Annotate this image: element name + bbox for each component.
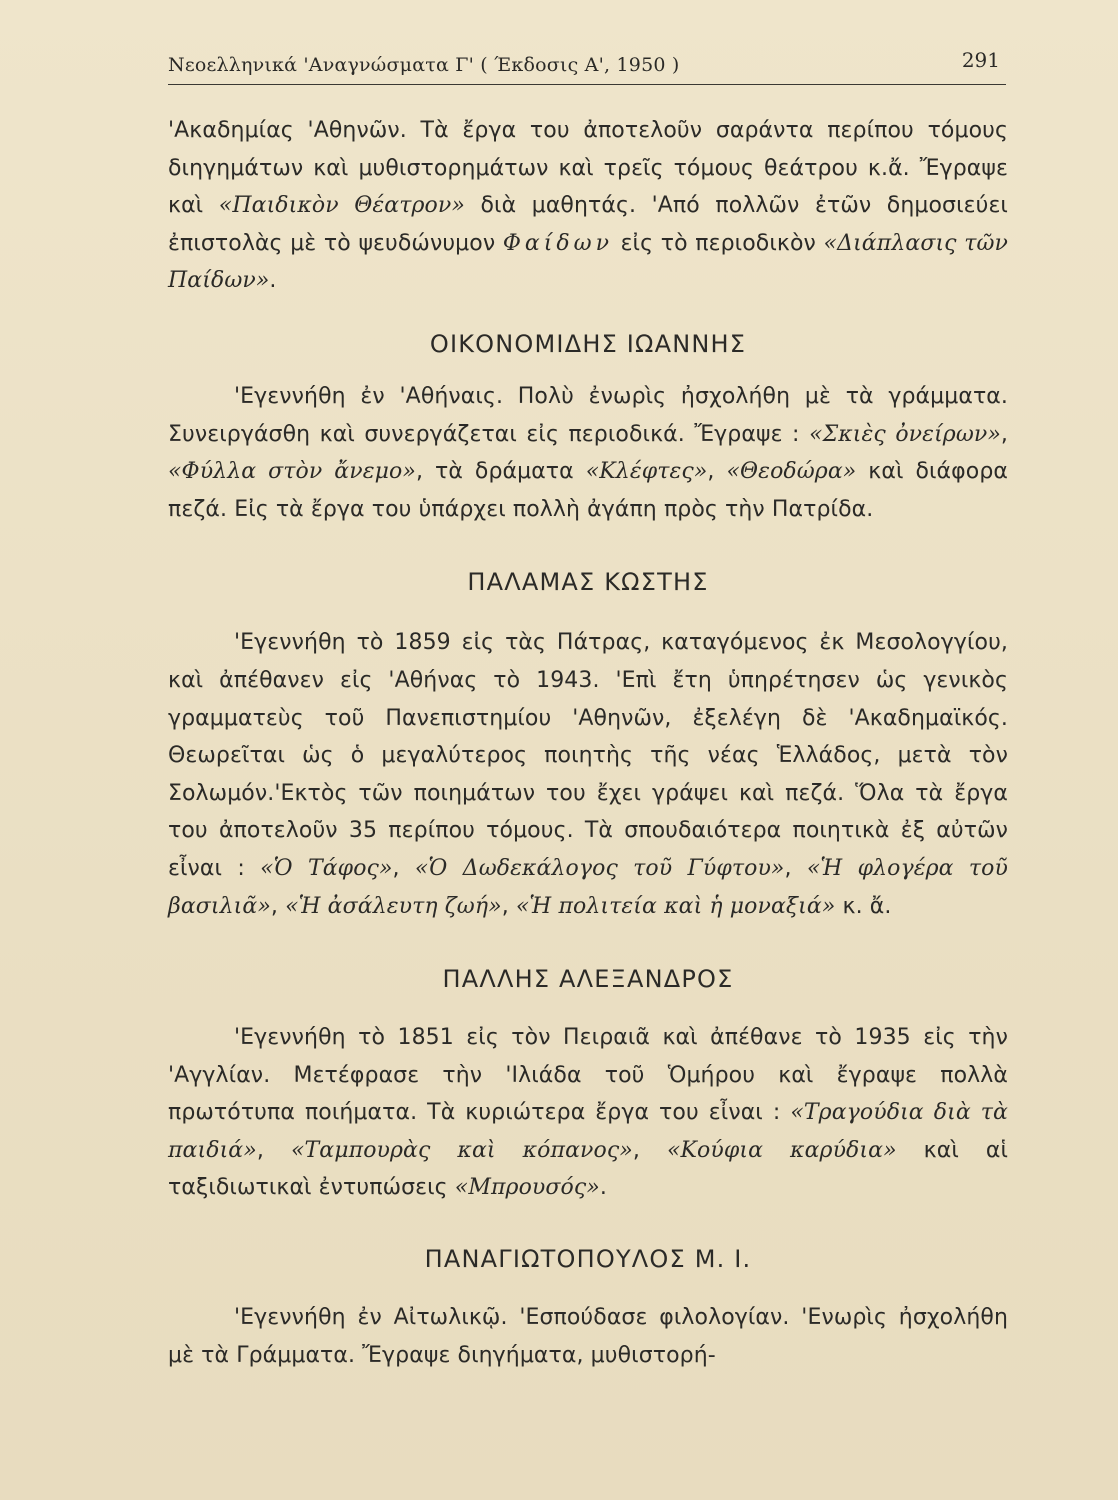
title-italic: «Σκιὲς ὀνείρων» <box>809 421 1001 447</box>
title-italic: «Κλέφτες» <box>585 459 708 485</box>
title-italic: «Ταμπουρὰς καὶ κόπανος» <box>290 1137 633 1163</box>
page-number: 291 <box>961 48 1000 72</box>
section-heading-oikonomidis: ΟΙΚΟΝΟΜΙΔΗΣ ΙΩΑΝΝΗΣ <box>429 329 747 358</box>
text-run: , τὰ δράματα <box>415 459 586 485</box>
title-italic: «Παιδικὸν Θέατρον» <box>218 193 465 219</box>
section-heading-pallis: ΠΑΛΛΗΣ ΑΛΕΞΑΝΔΡΟΣ <box>442 965 734 994</box>
text-run: 'Εγεννήθη τὸ 1859 εἰς τὰς Πάτρας, καταγόμενος ἐκ Μεσολογγίου, καὶ ἀπέθανεν εἰς 'Αθήνας τὸ 1943. 'Επὶ ἔτη ὑπηρέτησεν ὡς γενικὸς γραμματεὺς τοῦ Πανεπιστημίου 'Αθηνῶν, ἐξελέγη δὲ 'Ακαδημαϊκός. Θεωρεῖται ὡς ὁ μεγαλύτερος ποιητὴς τῆς νέας Ἑλλάδος, μετὰ τὸν Σολωμόν.'Εκτὸς τῶν ποιημάτων του ἔχει γράψει καὶ πεζά. Ὅλα τὰ ἔργα του ἀποτελοῦν 35 περίπου τόμους. Τὰ σπουδαιότερα ποιητικὰ ἐξ αὐτῶν εἶναι : <box>168 630 1008 881</box>
text-run: 'Εγεννήθη τὸ 1851 εἰς τὸν Πειραιᾶ καὶ ἀπέθανε τὸ 1935 εἰς τὴν 'Αγγλίαν. Μετέφρασε τὴν 'Ιλιάδα τοῦ Ὁμήρου καὶ ἔγραψε πολλὰ πρωτότυπα ποιήματα. Τὰ κυριώτερα ἔργα του εἶναι : <box>168 1025 1008 1126</box>
title-italic: «Θεοδώρα» <box>726 459 857 485</box>
text-run: καὶ αἱ ταξιδιωτικαὶ ἐντυπώσεις <box>168 1137 1009 1201</box>
text-run: . <box>269 268 277 294</box>
page-header <box>168 48 1006 85</box>
title-italic: «Διάπλασις τῶν Παίδων» <box>168 230 1008 294</box>
running-head: Νεοελληνικά 'Αναγνώσματα Γ' ( Έκδοσις Α', 1950 ) <box>168 54 680 76</box>
text-run: , <box>707 459 727 485</box>
title-italic: «Ἡ πολιτεία καὶ ἡ μοναξιά» <box>515 893 836 919</box>
paragraph-pallis <box>168 1019 1008 1207</box>
section-heading-palamas: ΠΑΛΑΜΑΣ ΚΩΣΤΗΣ <box>467 568 709 597</box>
section-heading-panagiotopoulos: ΠΑΝΑΓΙΩΤΟΠΟΥΛΟΣ Μ. Ι. <box>424 1245 752 1274</box>
title-italic: «Ἡ ἀσάλευτη ζωή» <box>285 893 502 919</box>
paragraph-panagiotopoulos <box>168 1299 1008 1374</box>
title-italic: «Κούφια καρύδια» <box>666 1137 897 1163</box>
text-run: , <box>1000 421 1008 447</box>
title-italic: «Ὁ Δωδεκάλογος τοῦ Γύφτου» <box>414 855 785 881</box>
text-run: , <box>270 893 286 919</box>
text-run: , <box>632 1137 667 1163</box>
text-run: , <box>392 855 415 881</box>
text-run: 'Εγεννήθη ἐν 'Αθήναις. Πολὺ ἐνωρὶς ἠσχολήθη μὲ τὰ γράμματα. Συνειργάσθη καὶ συνεργάζεται εἰς περιοδικά. Ἔγραψε : <box>168 383 1008 447</box>
title-italic: «Ὁ Τάφος» <box>260 855 393 881</box>
text-run: εἰς τὸ περιοδικὸν <box>612 230 824 256</box>
text-run: διὰ μαθητάς. 'Από πολλῶν ἐτῶν δημοσιεύει ἐπιστολὰς μὲ τὸ ψευδώνυμον <box>168 193 1008 256</box>
text-run: καὶ διάφορα πεζά. Εἰς τὰ ἔργα του ὑπάρχει πολλὴ ἀγάπη πρὸς τὴν Πατρίδα. <box>168 459 1009 522</box>
title-italic: «Ἡ φλογέρα τοῦ βασιλιᾶ» <box>168 855 1008 919</box>
text-run: 'Εγεννήθη ἐν Αἰτωλικῷ. 'Εσπούδασε φιλολογίαν. 'Ενωρὶς ἠσχολήθη μὲ τὰ Γράμματα. Ἔγραψε διηγήματα, μυθιστορή- <box>168 1305 1008 1368</box>
body-text <box>168 112 1008 1374</box>
intro-paragraph <box>168 112 1008 300</box>
pseudonym-italic: Φαίδων <box>502 230 613 256</box>
text-run: κ. ἄ. <box>835 893 892 919</box>
text-run: . <box>599 1175 607 1201</box>
title-italic: «Τραγούδια διὰ τὰ παιδιά» <box>168 1100 1008 1163</box>
paragraph-palamas <box>168 624 1008 925</box>
title-italic: «Φύλλα στὸν ἄνεμο» <box>168 459 416 485</box>
paragraph-oikonomidis <box>168 378 1008 528</box>
title-italic: «Μπρουσός» <box>454 1175 600 1201</box>
text-run: , <box>256 1137 291 1163</box>
text-run: , <box>784 855 807 881</box>
text-run: 'Ακαδημίας 'Αθηνῶν. Τὰ ἔργα του ἀποτελοῦν σαράντα περίπου τόμους διηγημάτων καὶ μυθιστορημάτων καὶ τρεῖς τόμους θεάτρου κ.ἄ. Ἔγραψε καὶ <box>168 118 1008 219</box>
text-run: , <box>501 893 516 919</box>
